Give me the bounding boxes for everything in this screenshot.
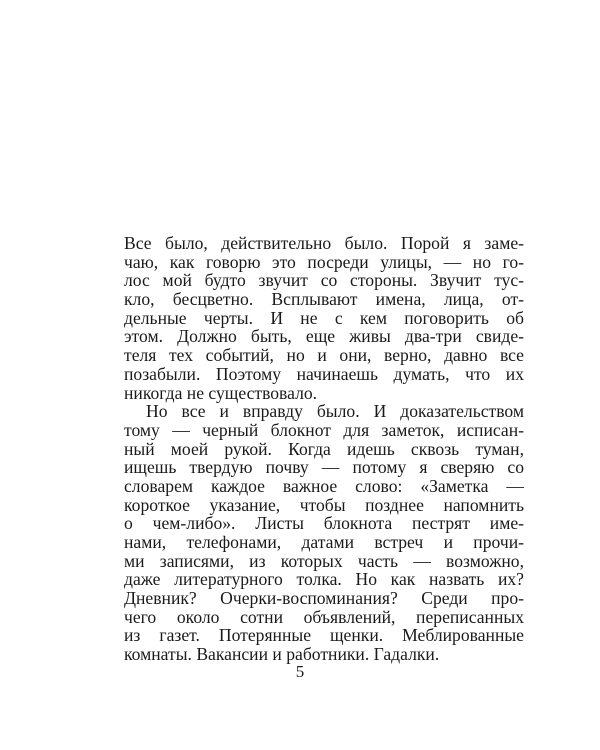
text-line: комнаты. Вакансии и работники. Гадалки. bbox=[124, 644, 440, 665]
paragraph bbox=[124, 402, 524, 664]
text-line: дельные черты. И не с кем поговорить об bbox=[124, 307, 524, 328]
text-line: даже литературного толка. Но как назвать их? bbox=[124, 569, 524, 590]
text-line: короткое указание, чтобы позднее напомнить bbox=[124, 494, 524, 515]
paragraph bbox=[124, 234, 524, 402]
text-line: теля тех событий, но и они, верно, давно все bbox=[124, 345, 524, 366]
text-line: никогда не существовало. bbox=[124, 382, 318, 403]
text-line: кло, бесцветно. Всплывают имена, лица, от- bbox=[124, 289, 524, 310]
text-line: нами, телефонами, датами встреч и прочи- bbox=[124, 532, 524, 552]
body-text bbox=[124, 234, 524, 664]
text-line: словарем каждое важное слово: «Заметка — bbox=[124, 475, 524, 496]
text-line: Все было, действительно было. Порой я заме- bbox=[124, 233, 524, 253]
text-line: позабыли. Поэтому начинаешь думать, что их bbox=[124, 363, 524, 384]
text-line: ный моей рукой. Когда идешь сквозь туман, bbox=[124, 438, 524, 459]
text-line: чего около сотни объявлений, переписанных bbox=[124, 606, 524, 627]
text-line: Дневник? Очерки-воспоминания? Среди про- bbox=[124, 588, 524, 609]
text-line: ми записями, из которых часть — возможно, bbox=[124, 550, 524, 571]
text-line: о чем-либо». Листы блокнота пестрят име- bbox=[124, 513, 524, 534]
page-number: 5 bbox=[295, 662, 305, 681]
text-line: ищешь твердую почву — потому я сверяю со bbox=[124, 457, 524, 478]
text-line: из газет. Потерянные щенки. Меблированные bbox=[124, 625, 524, 646]
text-line: Но все и вправду было. И доказательством bbox=[146, 401, 524, 422]
text-line: чаю, как говорю это посреди улицы, — но го- bbox=[124, 251, 524, 272]
text-line: тому — черный блокнот для заметок, исписан- bbox=[124, 419, 524, 440]
text-line: этом. Должно быть, еще живы два-три свиде- bbox=[124, 326, 524, 347]
text-line: лос мой будто звучит со стороны. Звучит тус- bbox=[124, 270, 524, 291]
